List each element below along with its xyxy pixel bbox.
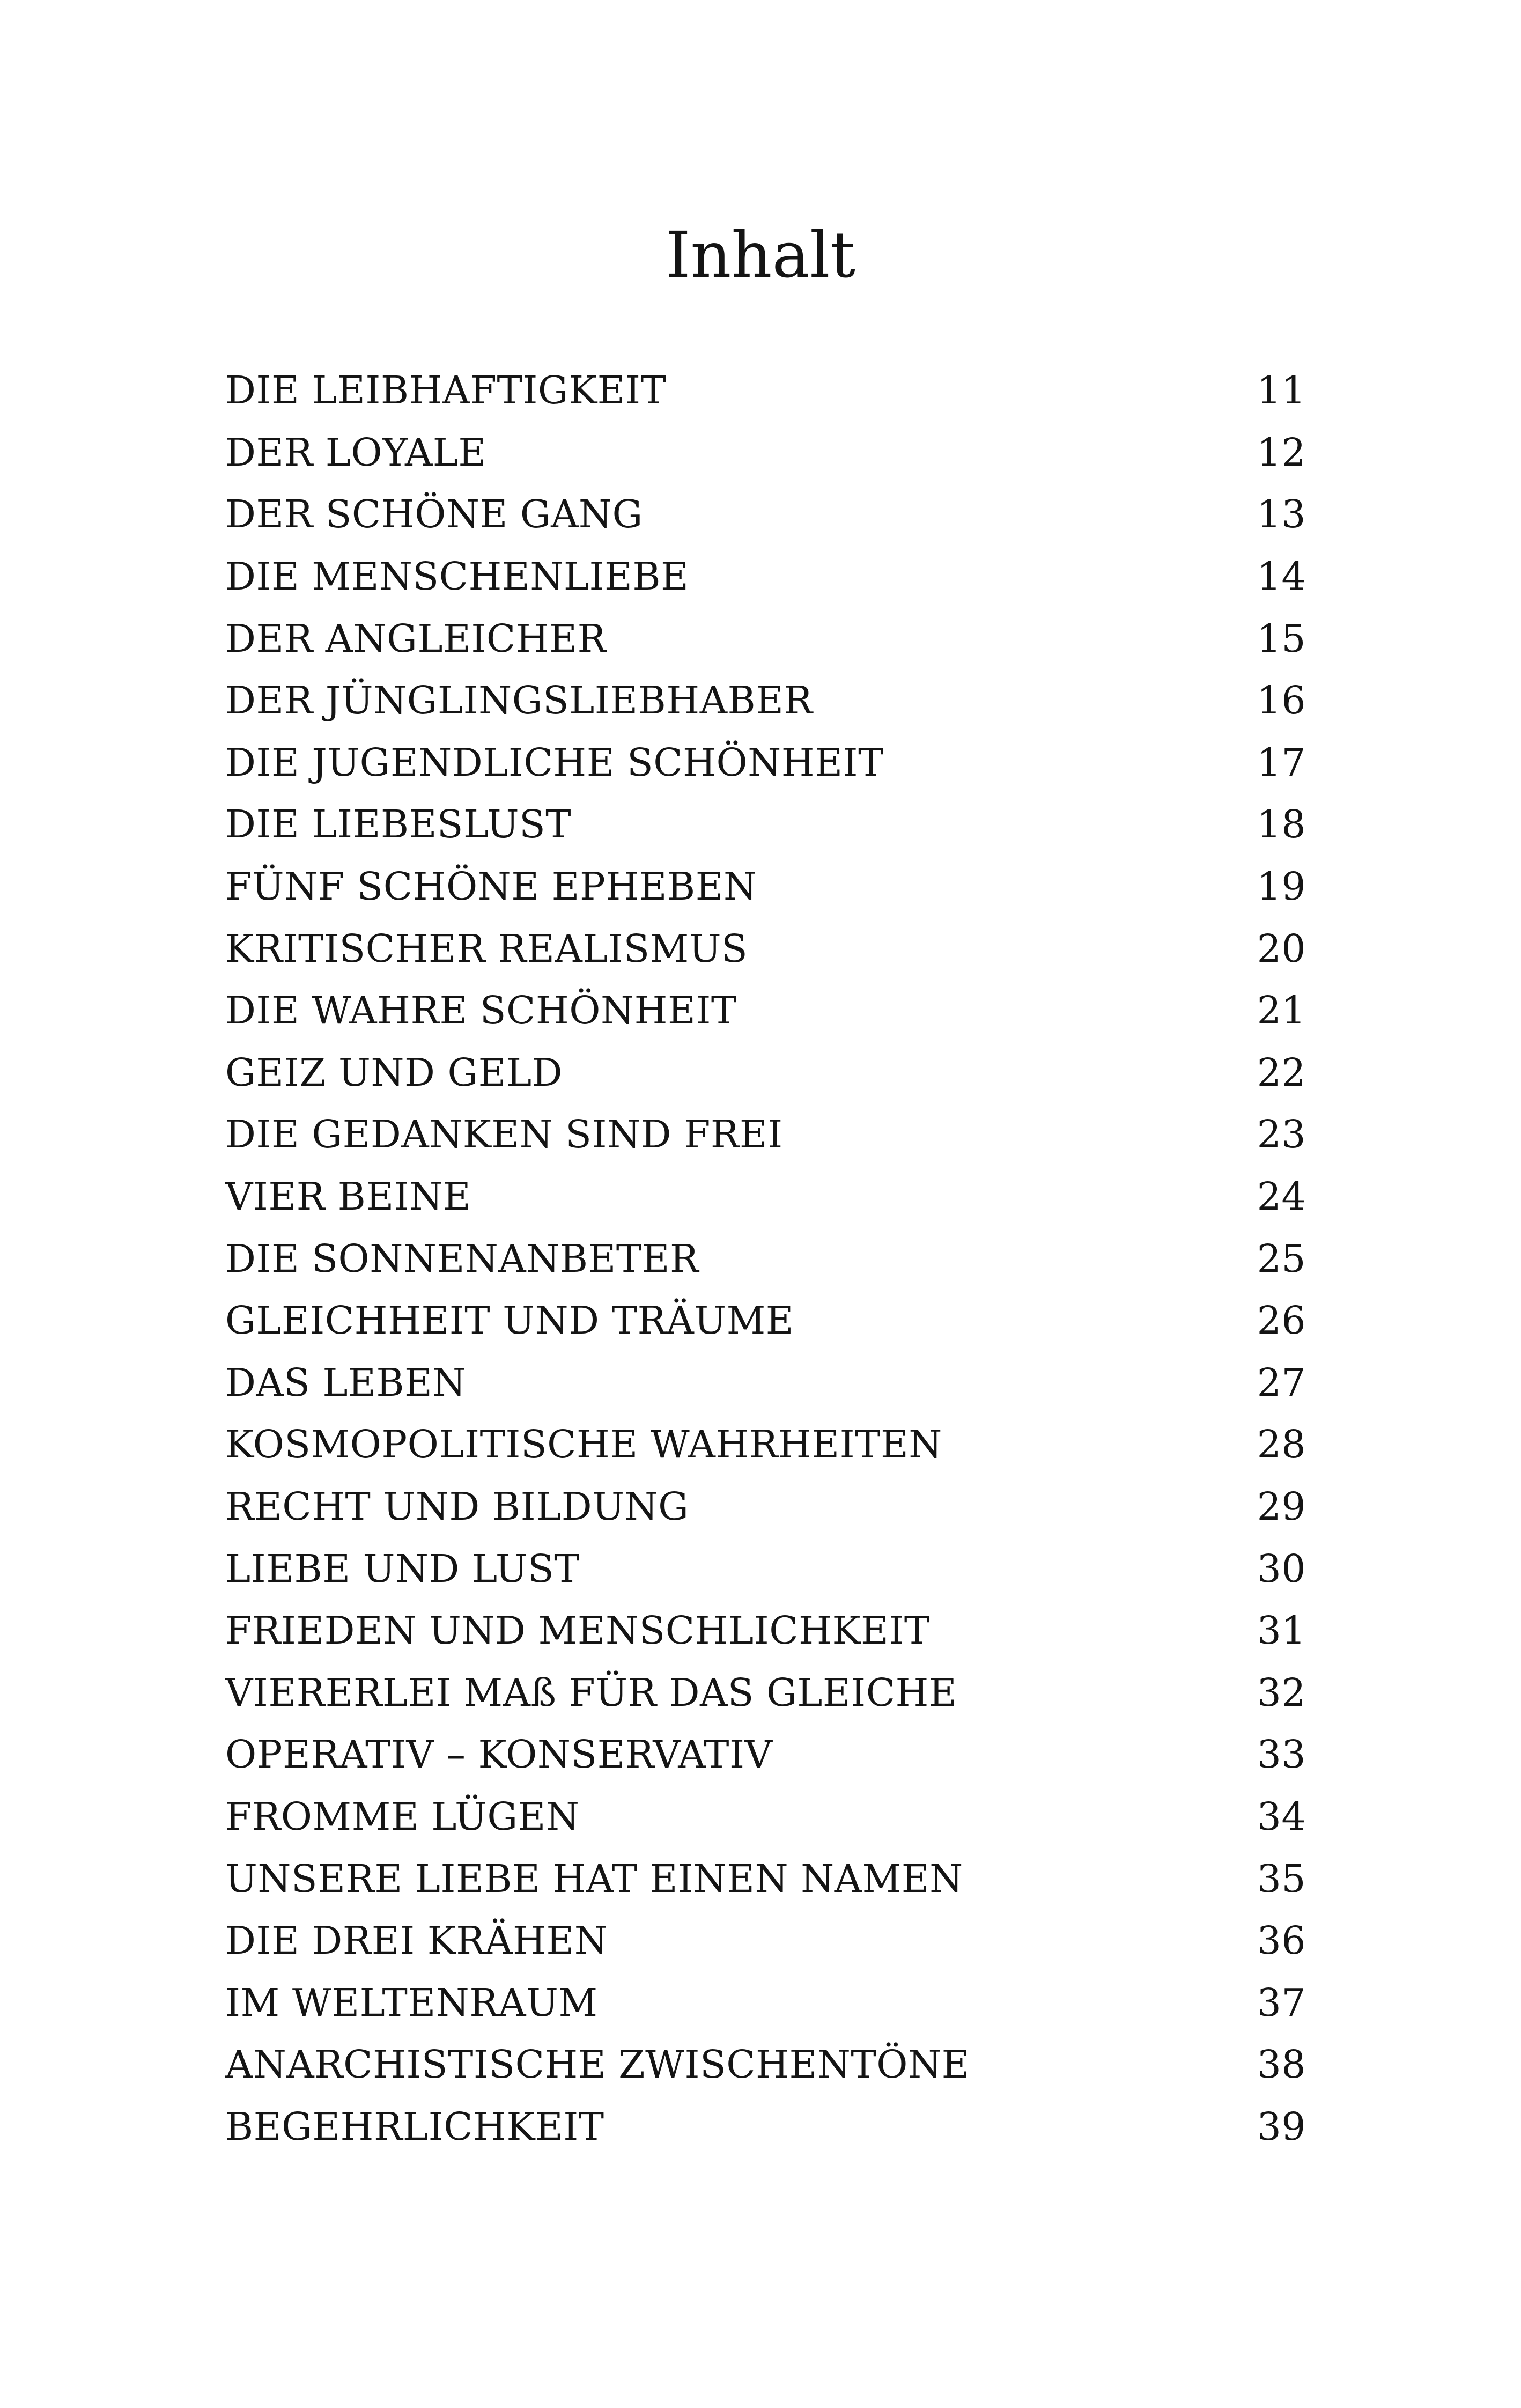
- toc-entry-title: FÜNF SCHÖNE EPHEBEN: [225, 864, 757, 909]
- toc-entry-title: BEGEHRLICHKEIT: [225, 2104, 604, 2149]
- toc-entry-title: GEIZ UND GELD: [225, 1050, 563, 1095]
- toc-entry[interactable]: [225, 1042, 1306, 1104]
- toc-entry-page-number: 34: [1257, 1794, 1306, 1839]
- toc-entry-page-number: 12: [1257, 430, 1306, 475]
- toc-entry-title: DIE DREI KRÄHEN: [225, 1918, 608, 1963]
- toc-entry-page-number: 39: [1257, 2104, 1306, 2149]
- toc-entry-page-number: 20: [1257, 926, 1306, 971]
- toc-entry-title: UNSERE LIEBE HAT EINEN NAMEN: [225, 1856, 963, 1901]
- toc-entry[interactable]: [225, 1724, 1306, 1786]
- toc-entry-title: DIE WAHRE SCHÖNHEIT: [225, 988, 737, 1033]
- toc-entry[interactable]: [225, 546, 1306, 608]
- toc-entry-page-number: 36: [1257, 1918, 1306, 1963]
- toc-entry-page-number: 21: [1257, 988, 1306, 1033]
- toc-entry-page-number: 38: [1257, 2042, 1306, 2087]
- toc-entry-title: LIEBE UND LUST: [225, 1546, 580, 1591]
- toc-entry-page-number: 18: [1257, 802, 1306, 847]
- toc-entry-title: VIERERLEI MAß FÜR DAS GLEICHE: [225, 1670, 957, 1715]
- toc-entry[interactable]: [225, 1661, 1306, 1724]
- toc-entry[interactable]: [225, 1600, 1306, 1662]
- toc-entry-title: DIE LIEBESLUST: [225, 802, 572, 847]
- toc-entry-page-number: 22: [1257, 1050, 1306, 1095]
- toc-entry-page-number: 33: [1257, 1732, 1306, 1777]
- toc-entry-page-number: 27: [1257, 1360, 1306, 1405]
- toc-entry-title: DIE LEIBHAFTIGKEIT: [225, 368, 667, 413]
- toc-entry-title: KRITISCHER REALISMUS: [225, 926, 748, 971]
- toc-entry-page-number: 19: [1257, 864, 1306, 909]
- toc-entry-page-number: 28: [1257, 1422, 1306, 1467]
- toc-entry[interactable]: [225, 607, 1306, 669]
- toc-entry[interactable]: [225, 1476, 1306, 1538]
- toc-entry[interactable]: [225, 980, 1306, 1042]
- toc-entry-page-number: 37: [1257, 1980, 1306, 2025]
- table-of-contents: [225, 359, 1306, 2157]
- toc-entry-title: KOSMOPOLITISCHE WAHRHEITEN: [225, 1422, 942, 1467]
- toc-entry[interactable]: [225, 917, 1306, 980]
- toc-entry[interactable]: [225, 793, 1306, 856]
- page-title: Inhalt: [665, 218, 856, 292]
- toc-entry-title: DER ANGLEICHER: [225, 616, 607, 661]
- toc-entry[interactable]: [225, 1537, 1306, 1600]
- toc-entry-title: DIE SONNENANBETER: [225, 1236, 699, 1281]
- toc-entry[interactable]: [225, 856, 1306, 918]
- toc-entry[interactable]: [225, 1103, 1306, 1166]
- toc-entry-title: DER SCHÖNE GANG: [225, 492, 643, 537]
- toc-entry-title: DAS LEBEN: [225, 1360, 467, 1405]
- toc-entry-page-number: 31: [1257, 1608, 1306, 1653]
- toc-entry-page-number: 11: [1257, 368, 1306, 413]
- toc-entry-title: DER LOYALE: [225, 430, 486, 475]
- toc-entry[interactable]: [225, 2096, 1306, 2158]
- toc-entry[interactable]: [225, 1166, 1306, 1228]
- toc-entry-title: DER JÜNGLINGSLIEBHABER: [225, 678, 813, 723]
- toc-entry[interactable]: [225, 1971, 1306, 2034]
- toc-entry-page-number: 25: [1257, 1236, 1306, 1281]
- toc-entry-page-number: 35: [1257, 1856, 1306, 1901]
- toc-entry[interactable]: [225, 422, 1306, 484]
- toc-entry[interactable]: [225, 359, 1306, 422]
- toc-entry[interactable]: [225, 1847, 1306, 1910]
- toc-entry-title: DIE MENSCHENLIEBE: [225, 554, 689, 599]
- toc-entry[interactable]: [225, 2034, 1306, 2096]
- toc-entry-title: FROMME LÜGEN: [225, 1794, 580, 1839]
- toc-entry[interactable]: [225, 1910, 1306, 1972]
- toc-entry-title: DIE JUGENDLICHE SCHÖNHEIT: [225, 740, 884, 785]
- toc-entry-title: ANARCHISTISCHE ZWISCHENTÖNE: [225, 2042, 970, 2087]
- toc-entry-title: FRIEDEN UND MENSCHLICHKEIT: [225, 1608, 930, 1653]
- toc-entry[interactable]: [225, 669, 1306, 732]
- toc-entry-title: DIE GEDANKEN SIND FREI: [225, 1112, 783, 1157]
- toc-entry[interactable]: [225, 1227, 1306, 1290]
- toc-entry[interactable]: [225, 1352, 1306, 1414]
- toc-entry-title: RECHT UND BILDUNG: [225, 1484, 689, 1529]
- toc-entry[interactable]: [225, 732, 1306, 794]
- toc-entry-page-number: 26: [1257, 1298, 1306, 1343]
- toc-entry-title: OPERATIV – KONSERVATIV: [225, 1732, 773, 1777]
- toc-entry-page-number: 17: [1257, 740, 1306, 785]
- toc-entry-page-number: 23: [1257, 1112, 1306, 1157]
- toc-entry-page-number: 16: [1257, 678, 1306, 723]
- toc-entry-page-number: 30: [1257, 1546, 1306, 1591]
- toc-entry[interactable]: [225, 1786, 1306, 1848]
- toc-entry[interactable]: [225, 1413, 1306, 1476]
- toc-entry[interactable]: [225, 483, 1306, 546]
- toc-entry-page-number: 29: [1257, 1484, 1306, 1529]
- toc-entry-page-number: 15: [1257, 616, 1306, 661]
- toc-entry-title: IM WELTENRAUM: [225, 1980, 598, 2025]
- toc-entry-title: VIER BEINE: [225, 1174, 471, 1219]
- toc-entry-title: GLEICHHEIT UND TRÄUME: [225, 1298, 794, 1343]
- toc-entry-page-number: 24: [1257, 1174, 1306, 1219]
- toc-entry[interactable]: [225, 1290, 1306, 1352]
- toc-entry-page-number: 14: [1257, 554, 1306, 599]
- toc-entry-page-number: 13: [1257, 492, 1306, 537]
- toc-entry-page-number: 32: [1257, 1670, 1306, 1715]
